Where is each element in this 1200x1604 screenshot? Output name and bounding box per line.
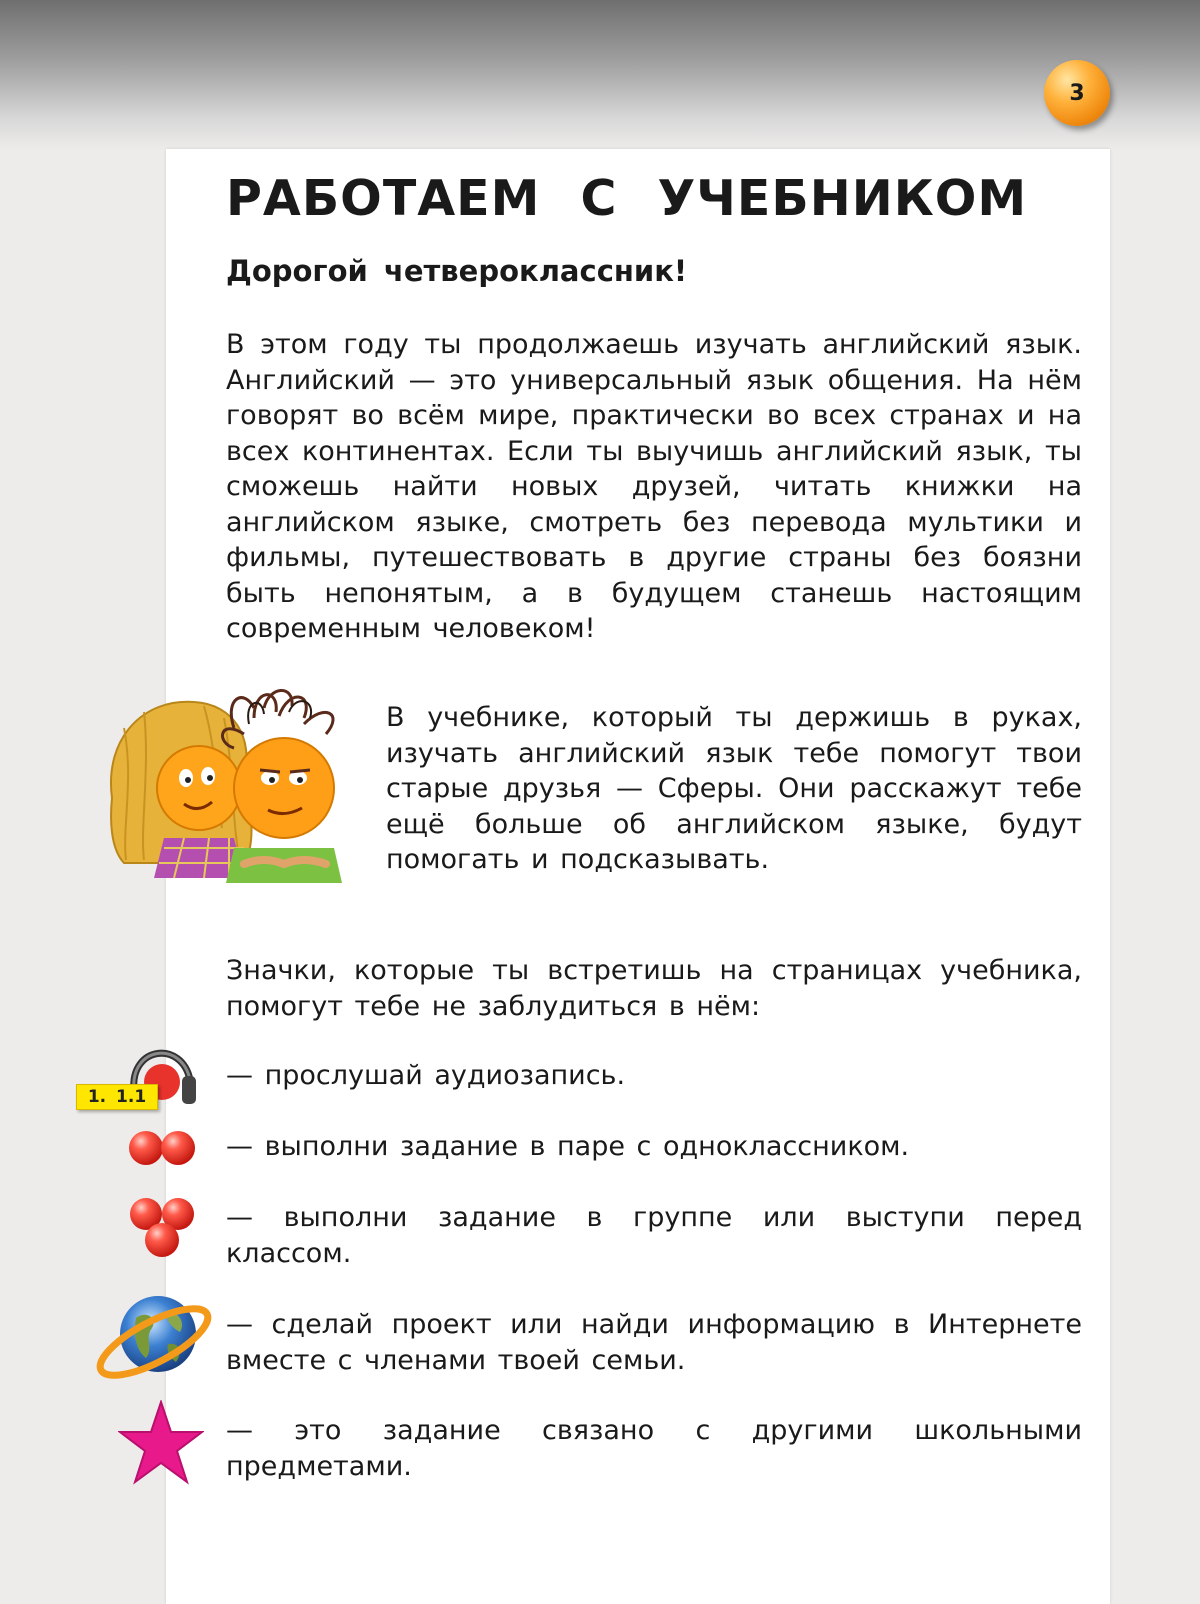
top-gradient-band bbox=[0, 0, 1200, 150]
page-number-badge: 3 bbox=[1044, 60, 1110, 126]
page-title: РАБОТАЕМ С УЧЕБНИКОМ bbox=[226, 170, 1028, 227]
legend-item-crosscurricular: — это задание связано с другими школьными предметами. bbox=[226, 1415, 1082, 1482]
intro-paragraph: В этом году ты продолжаешь изучать английский язык. Английский — это универсальный язык общения. На нём говорят во всём мире, практически во всех странах и на всех континентах. Если ты выучишь английский язык, ты сможешь найти новых друзей, читать книжки на английском языке, смотреть без перевода мультики и фильмы, путешествовать в другие страны без боязни быть непонятым, а в будущем станешь настоящим современным человеком! bbox=[226, 329, 1082, 644]
legend-item-audio: — прослушай аудиозапись. bbox=[226, 1060, 626, 1091]
spheres-characters-illustration bbox=[104, 688, 364, 898]
pair-icon bbox=[128, 1128, 198, 1168]
icons-intro-paragraph: Значки, которые ты встретишь на страницах учебника, помогут тебе не заблудиться в нём: bbox=[226, 955, 1082, 1022]
legend-item-pair: — выполни задание в паре с одноклассником. bbox=[226, 1131, 910, 1162]
group-icon bbox=[128, 1196, 198, 1260]
star-icon bbox=[118, 1400, 204, 1486]
page-subtitle: Дорогой четвероклассник! bbox=[226, 254, 688, 288]
legend-item-group: — выполни задание в группе или выступи перед классом. bbox=[226, 1202, 1082, 1269]
audio-track-badge: 1. 1.1 bbox=[76, 1084, 158, 1110]
spheres-paragraph: В учебнике, который ты держишь в руках, изучать английский язык тебе помогут твои старые друзья — Сферы. Они расскажут тебе ещё больше об английском языке, будут помогать и подсказывать. bbox=[386, 702, 1082, 875]
globe-icon bbox=[92, 1288, 216, 1384]
legend-item-project: — сделай проект или найди информацию в Интернете вместе с членами твоей семьи. bbox=[226, 1309, 1082, 1376]
